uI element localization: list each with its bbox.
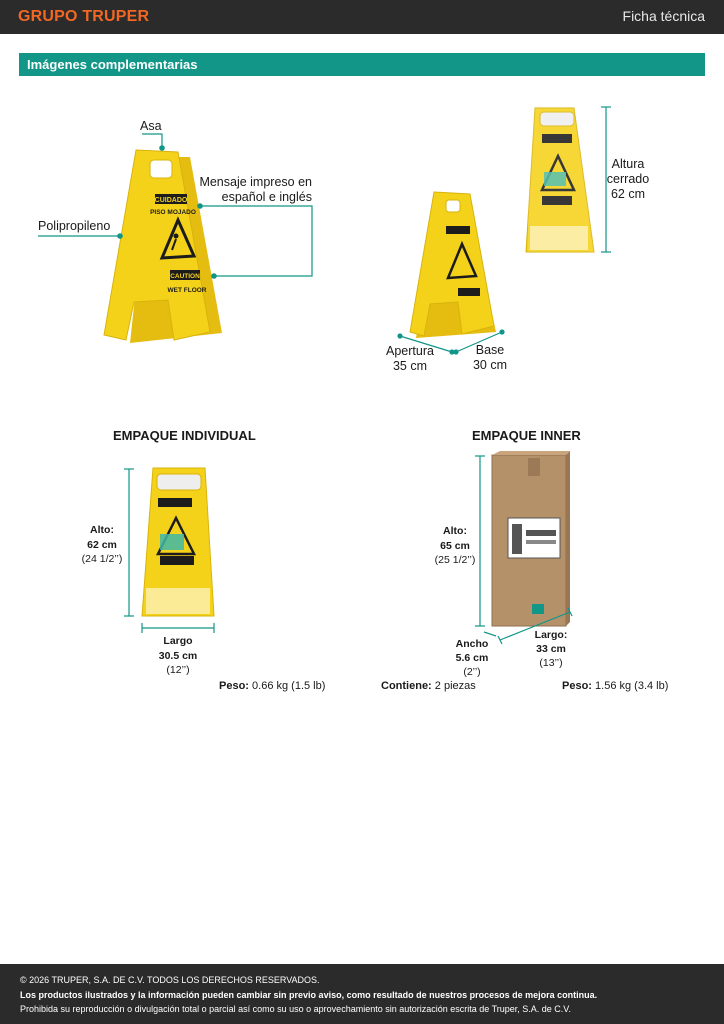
individual-largo-label: Largo	[163, 635, 193, 647]
base-label-line1: Base	[475, 343, 505, 357]
inner-contiene	[381, 680, 476, 692]
inner-largo-cm: 33 cm	[536, 643, 566, 655]
individual-alto-in: (24 1/2’’)	[81, 553, 123, 565]
empaque-individual-illustration	[142, 468, 214, 616]
brand-logo: GRUPO TRUPER	[18, 8, 150, 25]
footer	[0, 964, 724, 1024]
inner-ancho-cm: 5.6 cm	[455, 652, 489, 664]
individual-alto-cm: 62 cm	[87, 539, 117, 551]
footer-prohibition: Prohibida su reproducción o divulgación total o parcial así como su uso o aprovechamiento sin autorización escrita de Truper, S.A. de C.V.	[20, 1004, 571, 1014]
sign-text-wet-floor: WET FLOOR	[167, 287, 207, 294]
inner-largo-label: Largo:	[534, 629, 568, 641]
altura-label-line1: Altura	[611, 157, 645, 171]
individual-peso-label: Peso:	[219, 680, 249, 692]
inner-contiene-label: Contiene:	[381, 680, 432, 692]
inner-alto-in: (25 1/2’’)	[434, 554, 476, 566]
inner-peso	[562, 680, 668, 692]
sign-closed-illustration	[526, 108, 594, 252]
callout-mensaje-line2: español e inglés	[221, 190, 312, 204]
individual-alto-label: Alto:	[90, 524, 114, 536]
empaque-individual-title: EMPAQUE INDIVIDUAL	[113, 428, 256, 443]
altura-label-line2: cerrado	[606, 172, 650, 186]
individual-largo-cm: 30.5 cm	[158, 650, 198, 662]
footer-disclaimer: Los productos ilustrados y la información pueden cambiar sin previo aviso, como resultado de nuestros procesos de mejora continua.	[20, 990, 598, 1000]
inner-peso-value: 1.56 kg (3.4 lb)	[595, 680, 669, 692]
section-title: Imágenes complementarias	[27, 57, 198, 72]
document-type: Ficha técnica	[622, 8, 705, 24]
empaque-inner-box-illustration	[492, 451, 570, 626]
individual-peso-value: 0.66 kg (1.5 lb)	[252, 680, 326, 692]
individual-peso	[219, 680, 325, 692]
sign-text-piso-mojado: PISO MOJADO	[150, 209, 196, 216]
apertura-label-line2: 35 cm	[392, 359, 428, 373]
callout-asa: Asa	[140, 119, 162, 133]
sign-text-cuidado: CUIDADO	[154, 197, 188, 204]
callout-polipropileno: Polipropileno	[38, 219, 111, 233]
inner-contiene-value: 2 piezas	[434, 680, 476, 692]
altura-label-line3: 62 cm	[610, 187, 646, 201]
inner-peso-label: Peso:	[562, 680, 592, 692]
callout-mensaje-line1: Mensaje impreso en	[199, 175, 312, 189]
inner-alto-cm: 65 cm	[440, 540, 470, 552]
inner-alto-label: Alto:	[443, 525, 467, 537]
sign-open-dimensions-illustration	[410, 192, 496, 338]
inner-largo-in: (13’’)	[539, 657, 563, 669]
apertura-label-line1: Apertura	[386, 344, 434, 358]
individual-largo-in: (12’’)	[166, 664, 190, 676]
inner-ancho-in: (2’’)	[463, 666, 481, 678]
sign-text-caution: CAUTION	[170, 273, 200, 280]
empaque-inner-title: EMPAQUE INNER	[472, 428, 581, 443]
footer-copyright: © 2026 TRUPER, S.A. DE C.V. TODOS LOS DERECHOS RESERVADOS.	[20, 975, 320, 985]
base-label-line2: 30 cm	[472, 358, 508, 372]
inner-ancho-label: Ancho	[455, 638, 489, 650]
